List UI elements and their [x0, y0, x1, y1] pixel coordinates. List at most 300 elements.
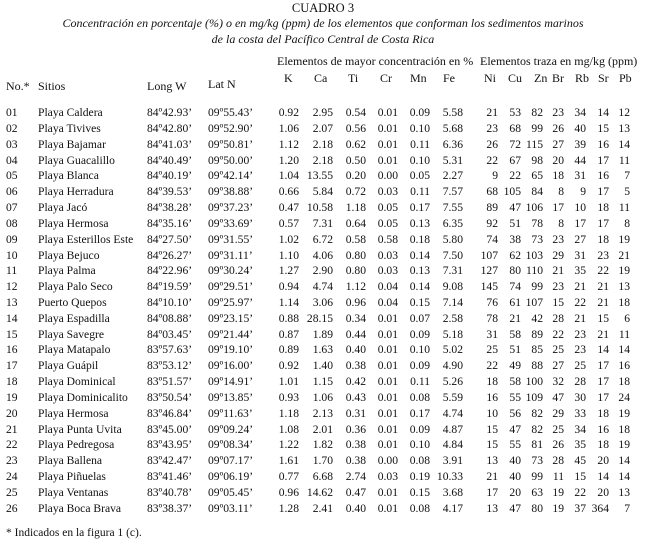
- cell-no: 04: [6, 153, 18, 167]
- cell-rb: 10: [574, 201, 586, 214]
- cell-zn: 82: [531, 422, 543, 436]
- cell-ca: 2.07: [312, 121, 333, 135]
- cell-no: 23: [6, 454, 18, 468]
- cell-br: 8: [558, 216, 564, 230]
- cell-cr: 0.04: [377, 296, 398, 309]
- cell-ca: 2.13: [312, 406, 333, 420]
- cell-rb: 21: [574, 311, 586, 325]
- cell-ti: 0.58: [345, 232, 366, 246]
- cell-mn: 0.17: [409, 406, 430, 420]
- cell-pb: 19: [618, 232, 630, 246]
- cell-pb: 19: [618, 438, 630, 452]
- cell-sr: 364: [591, 501, 609, 515]
- cell-pb: 12: [618, 106, 630, 119]
- column-header-k: K: [284, 71, 293, 85]
- cell-sitio: Playa Jacó: [38, 201, 88, 214]
- cell-sitio: Playa Herradura: [38, 185, 114, 199]
- cell-long-w: 83º50.54’: [147, 390, 193, 404]
- cell-cu: 51: [509, 343, 521, 357]
- cell-cr: 0.01: [377, 438, 398, 452]
- cell-cu: 61: [509, 296, 521, 309]
- cell-k: 1.22: [278, 438, 299, 452]
- cell-pb: 14: [618, 470, 630, 484]
- cell-zn: 88: [531, 359, 543, 373]
- cell-ni: 18: [486, 375, 498, 389]
- cell-lat-n: 09º55.43’: [208, 106, 254, 119]
- cell-fe: 2.27: [442, 169, 463, 183]
- cell-ni: 25: [486, 343, 498, 357]
- cell-br: 17: [552, 201, 564, 214]
- cell-ca: 1.40: [312, 359, 333, 373]
- cell-no: 13: [6, 296, 18, 309]
- cell-long-w: 83º42.47’: [147, 454, 193, 468]
- cell-ca: 2.95: [312, 106, 333, 119]
- cell-rb: 23: [574, 343, 586, 357]
- cell-mn: 0.09: [409, 106, 430, 119]
- cell-long-w: 84º19.59’: [147, 280, 193, 294]
- cell-ti: 0.47: [345, 485, 366, 499]
- cell-no: 17: [6, 359, 18, 373]
- cell-no: 15: [6, 327, 18, 341]
- cell-k: 1.02: [278, 232, 299, 246]
- cell-ti: 0.54: [345, 106, 366, 119]
- cell-sitio: Playa Boca Brava: [38, 501, 122, 515]
- cell-ti: 0.34: [345, 311, 366, 325]
- cell-long-w: 84º03.45’: [147, 327, 193, 341]
- cell-zn: 80: [531, 501, 543, 515]
- cell-sr: 16: [597, 137, 609, 151]
- cell-rb: 37: [574, 501, 586, 515]
- cell-sitio: Playa Caldera: [38, 106, 103, 119]
- cell-mn: 0.11: [410, 185, 430, 199]
- cell-ni: 74: [486, 232, 498, 246]
- cell-fe: 4.87: [442, 422, 463, 436]
- cell-pb: 11: [618, 201, 630, 214]
- cell-cu: 40: [509, 470, 521, 484]
- cell-br: 21: [552, 264, 564, 278]
- column-header-rb: Rb: [575, 71, 590, 85]
- cell-fe: 5.58: [442, 106, 463, 119]
- cell-ca: 2.18: [312, 153, 333, 167]
- cell-ni: 21: [486, 470, 498, 484]
- cell-ni: 127: [480, 264, 498, 278]
- cell-zn: 81: [531, 438, 543, 452]
- cell-lat-n: 09º05.45’: [208, 485, 254, 499]
- cell-pb: 8: [624, 216, 630, 230]
- cell-cu: 47: [509, 501, 521, 515]
- column-header-no: No.*: [6, 79, 30, 93]
- cell-sitio: Playa Punta Uvita: [38, 422, 122, 436]
- cell-fe: 3.68: [442, 485, 463, 499]
- cell-long-w: 84º26.27’: [147, 248, 193, 262]
- cell-br: 23: [552, 280, 564, 294]
- cell-long-w: 83º57.63’: [147, 343, 193, 357]
- cell-ni: 22: [486, 153, 498, 167]
- cell-fe: 5.31: [442, 153, 463, 167]
- cell-zn: 100: [525, 375, 543, 389]
- column-header-ca: Ca: [314, 71, 328, 85]
- cell-fe: 2.58: [442, 311, 463, 325]
- cell-rb: 44: [574, 153, 586, 167]
- cell-fe: 5.59: [442, 390, 463, 404]
- cell-ti: 0.96: [345, 296, 366, 309]
- cell-sr: 21: [597, 296, 609, 309]
- cell-mn: 0.15: [409, 296, 430, 309]
- cell-cr: 0.00: [377, 454, 398, 468]
- cell-sitio: Playa Hermosa: [38, 216, 109, 230]
- cell-lat-n: 09º06.19’: [208, 470, 254, 484]
- cell-long-w: 84º42.80’: [147, 121, 193, 135]
- cell-cu: 51: [509, 216, 521, 230]
- cell-no: 20: [6, 406, 18, 420]
- cell-long-w: 84º38.28’: [147, 201, 193, 214]
- cell-ca: 13.55: [306, 169, 333, 183]
- cell-ni: 15: [486, 422, 498, 436]
- cell-ni: 145: [480, 280, 498, 294]
- cell-long-w: 83º38.37’: [147, 501, 193, 515]
- cell-ca: 4.74: [312, 280, 333, 294]
- cell-fe: 7.57: [442, 185, 463, 199]
- cell-cu: 67: [509, 153, 521, 167]
- cell-lat-n: 09º50.81’: [208, 137, 254, 151]
- cell-long-w: 84º42.93’: [147, 106, 193, 119]
- cell-k: 0.87: [278, 327, 299, 341]
- cell-ni: 10: [486, 406, 498, 420]
- cell-zn: 84: [531, 185, 543, 199]
- cell-long-w: 84º40.49’: [147, 153, 193, 167]
- column-header-ni: Ni: [484, 71, 496, 85]
- cell-cr: 0.05: [377, 201, 398, 214]
- cell-sr: 22: [597, 264, 609, 278]
- cell-sitio: Playa Dominicalito: [38, 390, 128, 404]
- cell-sr: 15: [597, 311, 609, 325]
- cell-fe: 4.17: [442, 501, 463, 515]
- cell-sr: 17: [597, 185, 609, 199]
- cell-cu: 74: [509, 280, 521, 294]
- cell-k: 1.27: [278, 264, 299, 278]
- cell-ca: 14.62: [306, 485, 333, 499]
- cell-zn: 109: [525, 390, 543, 404]
- cell-sr: 18: [597, 232, 609, 246]
- cell-rb: 15: [574, 470, 586, 484]
- cell-rb: 22: [574, 485, 586, 499]
- cell-ca: 1.82: [312, 438, 333, 452]
- cell-no: 09: [6, 232, 18, 246]
- cell-zn: 115: [526, 137, 543, 151]
- cell-cu: 20: [509, 485, 521, 499]
- cell-sitio: Playa Tivives: [38, 121, 101, 135]
- cell-sitio: Playa Espadilla: [38, 311, 110, 325]
- cell-rb: 21: [574, 280, 586, 294]
- cell-rb: 39: [574, 137, 586, 151]
- cell-br: 8: [558, 185, 564, 199]
- cell-ca: 1.70: [312, 454, 333, 468]
- cell-no: 24: [6, 470, 18, 484]
- cell-br: 28: [552, 454, 564, 468]
- cell-fe: 5.02: [442, 343, 463, 357]
- cell-cu: 53: [509, 106, 521, 119]
- cell-zn: 99: [531, 121, 543, 135]
- cell-br: 27: [552, 137, 564, 151]
- cell-mn: 0.14: [409, 248, 430, 262]
- cell-k: 0.92: [278, 359, 299, 373]
- cell-sitio: Playa Ventanas: [38, 485, 109, 499]
- cell-fe: 4.74: [442, 406, 463, 420]
- cell-ti: 0.64: [345, 216, 366, 230]
- cell-br: 26: [552, 121, 564, 135]
- cell-no: 21: [6, 422, 18, 436]
- cell-lat-n: 09º52.90’: [208, 121, 254, 135]
- group-header-trace: Elementos traza en mg/kg (ppm): [480, 54, 638, 68]
- cell-br: 18: [552, 169, 564, 183]
- cell-sr: 17: [597, 390, 609, 404]
- cell-rb: 34: [574, 422, 586, 436]
- cell-lat-n: 09º08.34’: [208, 438, 254, 452]
- cell-fe: 6.36: [442, 137, 463, 151]
- cell-cr: 0.03: [377, 470, 398, 484]
- cell-ti: 0.43: [345, 390, 366, 404]
- cell-ti: 0.44: [345, 327, 366, 341]
- cell-rb: 45: [574, 454, 586, 468]
- cell-k: 0.92: [278, 106, 299, 119]
- column-header-fe: Fe: [443, 71, 455, 85]
- cell-br: 26: [552, 438, 564, 452]
- cell-cr: 0.01: [377, 137, 398, 151]
- cell-lat-n: 09º37.23’: [208, 201, 254, 214]
- cell-pb: 24: [618, 390, 630, 404]
- cell-ni: 15: [486, 438, 498, 452]
- cell-mn: 0.08: [409, 501, 430, 515]
- cell-ni: 23: [486, 121, 498, 135]
- cell-long-w: 84º39.53’: [147, 185, 193, 199]
- cell-sitio: Playa Matapalo: [38, 343, 111, 357]
- cell-fe: 4.84: [442, 438, 463, 452]
- cell-k: 1.12: [278, 137, 299, 151]
- cell-br: 22: [552, 327, 564, 341]
- cell-k: 0.66: [278, 185, 299, 199]
- cell-pb: 19: [618, 264, 630, 278]
- cell-mn: 0.07: [409, 311, 430, 325]
- cell-br: 27: [552, 359, 564, 373]
- cell-cr: 0.01: [377, 106, 398, 119]
- cell-ca: 5.84: [312, 185, 333, 199]
- cell-fe: 6.35: [442, 216, 463, 230]
- cell-ni: 68: [486, 185, 498, 199]
- cell-ti: 0.40: [345, 343, 366, 357]
- cell-sitio: Playa Bejuco: [38, 248, 100, 262]
- cell-long-w: 84º40.19’: [147, 169, 193, 183]
- cell-zn: 73: [531, 454, 543, 468]
- cell-sitio: Playa Palo Seco: [38, 280, 113, 294]
- cell-cu: 55: [509, 438, 521, 452]
- cell-zn: 63: [531, 485, 543, 499]
- cell-sitio: Playa Blanca: [38, 169, 99, 183]
- cell-cu: 72: [509, 137, 521, 151]
- cell-br: 15: [552, 296, 564, 309]
- cell-no: 25: [6, 485, 18, 499]
- cell-lat-n: 09º07.17’: [208, 454, 254, 468]
- cell-cr: 0.01: [377, 390, 398, 404]
- cell-k: 1.18: [278, 406, 299, 420]
- cell-cr: 0.01: [377, 406, 398, 420]
- cell-zn: 89: [531, 327, 543, 341]
- cell-ni: 17: [486, 485, 498, 499]
- group-header-major: Elementos de mayor concentración en %: [277, 54, 474, 68]
- cell-zn: 103: [525, 248, 543, 262]
- cell-ti: 0.38: [345, 454, 366, 468]
- cell-k: 1.06: [278, 121, 299, 135]
- cell-mn: 0.17: [409, 201, 430, 214]
- cell-fe: 5.26: [442, 375, 463, 389]
- cell-ca: 2.90: [312, 264, 333, 278]
- cell-sr: 21: [597, 280, 609, 294]
- cell-pb: 11: [618, 327, 630, 341]
- cell-zn: 85: [531, 343, 543, 357]
- cell-sitio: Playa Guacalillo: [38, 153, 115, 167]
- cell-sitio: Playa Piñuelas: [38, 470, 106, 484]
- cell-fe: 7.55: [442, 201, 463, 214]
- column-header-sr: Sr: [598, 71, 609, 85]
- cell-long-w: 84º41.03’: [147, 137, 193, 151]
- column-header-lat-n: Lat N: [208, 77, 236, 91]
- cell-mn: 0.08: [409, 454, 430, 468]
- cell-long-w: 83º53.12’: [147, 359, 193, 373]
- cell-br: 23: [552, 232, 564, 246]
- cell-rb: 31: [574, 248, 586, 262]
- cell-ti: 0.72: [345, 185, 366, 199]
- cell-no: 06: [6, 185, 18, 199]
- cell-ti: 0.40: [345, 501, 366, 515]
- cell-pb: 7: [624, 501, 630, 515]
- cell-lat-n: 09º16.00’: [208, 359, 254, 373]
- cell-ti: 0.20: [345, 169, 366, 183]
- cell-sr: 17: [597, 359, 609, 373]
- cell-ni: 78: [486, 311, 498, 325]
- cell-ni: 31: [486, 327, 498, 341]
- cell-zn: 110: [526, 264, 543, 278]
- cell-no: 26: [6, 501, 18, 515]
- cell-ca: 1.89: [312, 327, 333, 341]
- cell-zn: 82: [531, 106, 543, 119]
- cell-sitio: Playa Savegre: [38, 327, 104, 341]
- cell-br: 47: [552, 390, 564, 404]
- cell-ti: 1.18: [345, 201, 366, 214]
- cell-ca: 1.63: [312, 343, 333, 357]
- cell-mn: 0.11: [410, 137, 430, 151]
- cell-pb: 14: [618, 137, 630, 151]
- cell-mn: 0.10: [409, 121, 430, 135]
- cell-rb: 25: [574, 359, 586, 373]
- cell-k: 0.47: [278, 201, 299, 214]
- cell-fe: 5.80: [442, 232, 463, 246]
- cell-lat-n: 09º25.97’: [208, 296, 254, 309]
- cell-fe: 4.90: [442, 359, 463, 373]
- column-header-br: Br: [552, 71, 564, 85]
- cell-cr: 0.01: [377, 375, 398, 389]
- cell-sr: 20: [597, 454, 609, 468]
- cell-rb: 27: [574, 232, 586, 246]
- cell-ti: 2.74: [345, 470, 366, 484]
- cell-ti: 0.62: [345, 137, 366, 151]
- cell-lat-n: 09º33.69’: [208, 216, 254, 230]
- cell-k: 0.77: [278, 470, 299, 484]
- cell-k: 0.96: [278, 485, 299, 499]
- cell-cr: 0.01: [377, 501, 398, 515]
- cell-k: 1.04: [278, 169, 299, 183]
- cell-cu: 49: [509, 359, 521, 373]
- cell-ti: 0.80: [345, 264, 366, 278]
- cell-no: 01: [6, 106, 18, 119]
- cell-rb: 33: [574, 406, 586, 420]
- cell-sitio: Playa Ballena: [38, 454, 103, 468]
- cell-mn: 0.10: [409, 153, 430, 167]
- cell-ca: 2.18: [312, 137, 333, 151]
- cell-pb: 21: [618, 248, 630, 262]
- cell-fe: 7.50: [442, 248, 463, 262]
- cell-fe: 5.68: [442, 121, 463, 135]
- cell-sitio: Playa Esterillos Este: [38, 232, 134, 246]
- cell-cu: 58: [509, 327, 521, 341]
- cell-ti: 0.80: [345, 248, 366, 262]
- cell-sr: 21: [597, 327, 609, 341]
- cell-zn: 42: [531, 311, 543, 325]
- cell-cr: 0.03: [377, 185, 398, 199]
- cell-cr: 0.00: [377, 169, 398, 183]
- table-title: CUADRO 3: [291, 1, 355, 15]
- cell-mn: 0.14: [409, 280, 430, 294]
- cell-ti: 1.12: [345, 280, 366, 294]
- cell-k: 0.89: [278, 343, 299, 357]
- cell-lat-n: 09º09.24’: [208, 422, 254, 436]
- cell-rb: 23: [574, 327, 586, 341]
- cell-sitio: Puerto Quepos: [38, 296, 107, 309]
- cell-fe: 10.33: [436, 470, 463, 484]
- column-header-ti: Ti: [348, 71, 359, 85]
- table-caption-line1: Concentración en porcentaje (%) o en mg/kg (ppm) de los elementos que conforman los sedimentos marinos: [62, 16, 584, 30]
- cell-sr: 14: [597, 106, 609, 119]
- cell-pb: 18: [618, 375, 630, 389]
- cell-no: 22: [6, 438, 18, 452]
- cell-ni: 16: [486, 390, 498, 404]
- column-header-cu: Cu: [508, 71, 523, 85]
- cell-ni: 9: [492, 169, 498, 183]
- cell-cr: 0.01: [377, 121, 398, 135]
- cell-mn: 0.18: [409, 232, 430, 246]
- cell-ni: 107: [480, 248, 498, 262]
- cell-mn: 0.10: [409, 343, 430, 357]
- cell-no: 07: [6, 201, 18, 214]
- cell-ti: 0.38: [345, 359, 366, 373]
- column-header-sitio: Sitios: [38, 79, 66, 93]
- cell-zn: 82: [531, 406, 543, 420]
- cell-zn: 78: [531, 216, 543, 230]
- cell-lat-n: 09º31.55’: [208, 232, 254, 246]
- cell-rb: 35: [574, 438, 586, 452]
- column-header-cr: Cr: [380, 71, 392, 85]
- cell-k: 1.20: [278, 153, 299, 167]
- cell-mn: 0.11: [410, 375, 430, 389]
- cell-cr: 0.01: [377, 359, 398, 373]
- cell-cu: 56: [509, 406, 521, 420]
- cell-no: 19: [6, 390, 18, 404]
- cell-ca: 2.41: [312, 501, 333, 515]
- cell-ni: 89: [486, 201, 498, 214]
- cell-pb: 18: [618, 422, 630, 436]
- cell-long-w: 83º40.78’: [147, 485, 193, 499]
- cell-mn: 0.13: [409, 216, 430, 230]
- cell-fe: 5.18: [442, 327, 463, 341]
- cell-zn: 99: [531, 280, 543, 294]
